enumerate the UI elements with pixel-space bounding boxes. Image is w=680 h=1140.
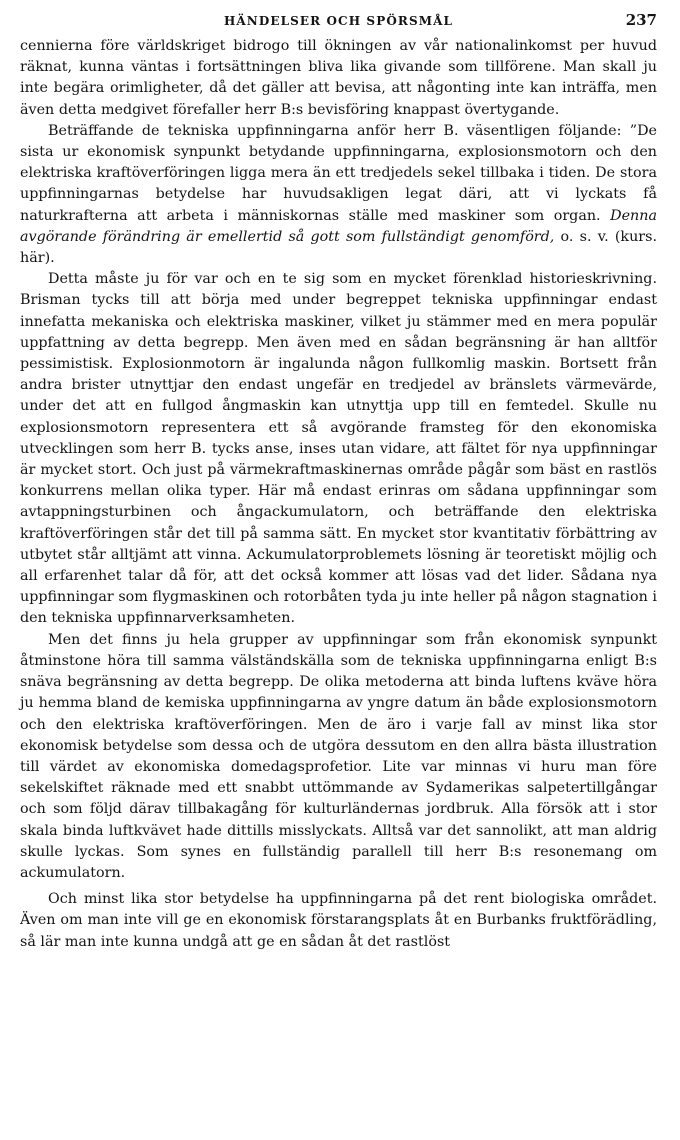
paragraph-text: Beträffande de tekniska uppfinningarna anför herr B. väsentligen följande: ”De sista ur ekonomisk synpunkt betydande uppfinningarna, explosionsmotorn och den elektriska kraftöverföringen ligga mera än ett tredjedels sekel tillbaka i tiden. De stora uppfinningarnas betydelse har huvudsakligen legat däri, att vi lyckats få naturkrafterna att arbeta i människornas ställe med maskiner som organ. — [20, 122, 657, 224]
page-header — [20, 8, 657, 36]
paragraph-text-after: o. s. v. (kurs. här). — [20, 228, 657, 267]
italic-quote: Denna avgörande förändring är emellertid så gott som fullständigt genomförd, — [20, 207, 657, 245]
paragraph-technical-inventions — [20, 121, 657, 269]
running-title: HÄNDELSER OCH SPÖRSMÅL — [223, 14, 454, 28]
paragraph-invention-groups: Men det finns ju hela grupper av uppfinningar som från ekonomisk synpunkt åtminstone höra till samma välständskälla som de tekniska uppfinningarna enligt B:s snäva begränsning av detta begrepp. De olika metoderna att binda luftens kväve höra ju hemma bland de kemiska uppfinningarna av yngre datum än både explosionsmotorn och den elektriska kraftöverföringen. Men de äro i varje fall av minst lika stor ekonomisk betydelse som dessa och de utgöra dessutom en den allra bästa illustration till värdet av ekonomiska domedagsprofetior. Lite var minnas vi huru man före sekelskiftet räknade med ett snabbt uttömmande av Sydamerikas salpetertillgångar och som följd därav tillbakagång för kulturländernas jordbruk. Alla försök att i stor skala binda luftkvävet hade dittills misslyckats. Alltså var det sannolikt, att man aldrig skulle lyckas. Som synes en fullständig parallell till herr B:s resonemang om ackumulatorn. — [20, 631, 657, 881]
book-page — [20, 8, 657, 953]
page-number: 237 — [625, 11, 657, 29]
paragraph-continuation: cennierna före världskriget bidrogo till ökningen av vår nationalinkomst per huvud räknat, kunna väntas i fortsättningen bliva lika givande som tillförene. Man skall ju inte begära orimligheter, då det gäller att bevisa, att någonting inte kan inträffa, men även detta medgivet förefaller herr B:s bevisföring knappast övertygande. — [20, 38, 657, 118]
paragraph-history-writing: Detta måste ju för var och en te sig som en mycket förenklad historieskrivning. Brisman tycks till att börja med under begreppet tekniska uppfinningar endast innefatta mekaniska och elektriska maskiner, vilket ju stämmer med en mera populär uppfattning av detta begrepp. Men även med en sådan begränsning är han alltför pessimistisk. Explosionmotorn är ingalunda någon fullkomlig maskin. Bortsett från andra brister utnyttjar den endast ungefär en tredjedel av bränslets värmevärde, under det att en fullgod ångmaskin kan utnyttja upp till en femtedel. Skulle nu explosionsmotorn representera ett så avgörande framsteg för den ekonomiska utvecklingen som herr B. tycks anse, inses utan vidare, att fältet för nya uppfinningar är mycket stort. Och just på värmekraftmaskinernas område pågår som bäst en rastlös konkurrens mellan olika typer. Här må endast erinras om sådana uppfinningar som avtappningsturbinen och ångackumulatorn, och beträffande den elektriska kraftöverföringen står det till på samma sätt. En mycket stor kvantitativ förbättring av utbytet står alltjämt att vinna. Ackumulatorproblemets lösning är teoretiskt möjlig och all erfarenhet talar då för, att det också kommer att lösas vad det lider. Sådana nya uppfinningar som flygmaskinen och rotorbåten tyda ju inte heller på någon stagnation i den tekniska uppfinnarverksamheten. — [20, 271, 657, 627]
paragraph-biological-inventions: Och minst lika stor betydelse ha uppfinningarna på det rent biologiska området. Även om man inte vill ge en ekonomisk förstarangsplats åt en Burbanks fruktförädling, så lär man inte kunna undgå att ge en sådan åt det rastlöst — [20, 891, 657, 950]
body-text — [20, 36, 657, 953]
